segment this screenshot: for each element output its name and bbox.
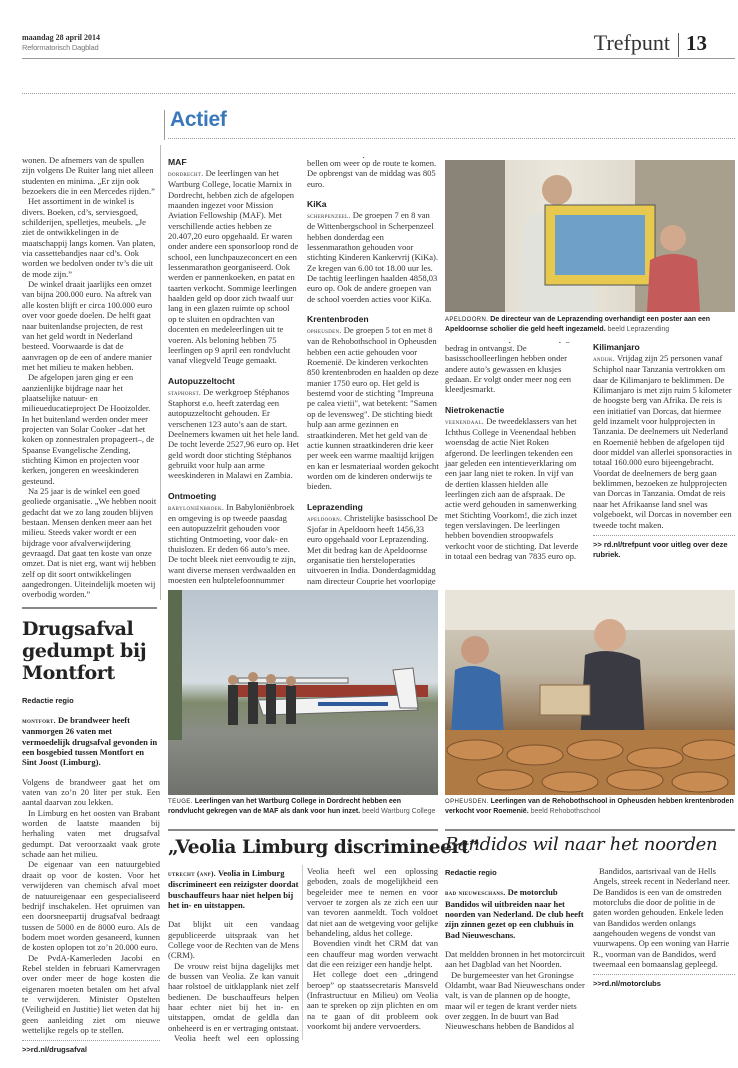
caption-text: De directeur van de Leprazending overhandigt een poster aan een Apeldoornse scholier die geld heeft ingezameld. (445, 316, 711, 333)
caption-place: APELDOORN. (445, 317, 489, 323)
actief-column-3 (307, 157, 439, 585)
photo-caption (168, 797, 438, 816)
page-number: 13 (686, 31, 707, 55)
byline: Redactie regio (22, 696, 74, 705)
section-title: Trefpunt (593, 30, 670, 55)
section-bar (164, 110, 165, 140)
byline: Redactie regio (445, 868, 497, 877)
paragraph: In Limburg en het oosten van Brabant worden de laatste maanden bij herhaling vaten met drugsafval gedumpt. Dat veroorzaakt vaak grote schade aan het milieu. (22, 807, 160, 860)
motorclubs-link[interactable]: >>rd.nl/motorclubs (593, 974, 735, 989)
paragraph: Bovendien vindt het CRM dat van een chauffeur mag worden verwacht dat die een reiziger een handje helpt. (307, 938, 438, 970)
article-rule (168, 829, 438, 831)
rubriek-link[interactable]: >> rd.nl/trefpunt voor uitleg over deze rubriek. (593, 535, 735, 561)
header-divider (678, 33, 679, 57)
dotted-divider (22, 93, 735, 94)
item-continuation (445, 342, 577, 395)
caption-text: Leerlingen van het Wartburg College in Dordrecht hebben een rondvlucht gekregen van de MAF als dank voor hun inzet. (168, 798, 401, 815)
bandidos-column-1 (445, 868, 585, 1032)
paragraph: Dat meldden bronnen in het motorcircuit aan het Dagblad van het Noorden. (445, 949, 585, 970)
issue-date: maandag 28 april 2014 (22, 33, 101, 42)
item-title: Autopuzzeltocht (168, 375, 235, 386)
item-title: Nietrokenactie (445, 404, 505, 415)
header-rule (22, 58, 735, 59)
item-window (307, 513, 439, 585)
item-text: Christelijke basisschool De Sjofar in Apeldoorn heeft 1456,33 euro opgehaald voor Leprazending. Met dit bedrag kan de Apeldoornse organisatie tien hersteloperaties uitvoeren in India. Donderdagmiddag nam directeur Couprie het voorlopige (307, 512, 438, 586)
item-text: De tweedeklassers van het Ichthus College in Veenendaal hebben woensdag de actie Niet Roken afgerond. De leerlingen tekenden een jaar geleden een intentieverklaring om een jaar lang niet te roken. In vijf van de dertien klassen hielden alle leerlingen zich aan de afspraak. De actie werd gehouden in samenwerking met Stichting Voorkom!, die zich inzet tegen verslavingen. De leerlingen hebben bovendien stroopwafels verkocht voor de stichting. Dat leverde in totaal een bedrag van 7835 euro op. (445, 415, 579, 562)
item-text: bedrag in ontvangst. De basisschoolleerlingen hebben onder andere auto’s gewassen en klusjes gedaan. Er volgt onder meer nog een kleedjesmarkt. (445, 342, 572, 395)
lead-text: Veolia in Limburg discrimineert een reizigster doordat buschauffeurs haar niet helpen bij het in- en uitstappen. (168, 868, 299, 911)
column-rule (302, 865, 303, 1040)
article-body (445, 949, 585, 1032)
dateline: utrecht (anp). (168, 869, 216, 878)
paragraph: Het college doet een „dringend beroep” op staatssecretaris Mansveld (Infrastructuur en Milieu) om Veolia aan te spreken op zijn plichten en om na te gaan of dit probleem ook voorkomt bij andere vervoerders. (307, 969, 438, 1032)
dateline: scherpenzeel. (307, 210, 351, 220)
item-title: MAF (168, 157, 187, 167)
drugsafval-link[interactable]: >>rd.nl/drugsafval (22, 1040, 160, 1054)
headline: Drugsafval gedumpt bij Montfort (22, 618, 147, 684)
item-title: Krentenbroden (307, 314, 369, 325)
paragraph: De winkel draait jaarlijks een omzet van bijna 200.000 euro. Na aftrek van alle kosten blijft er circa 100.000 euro over voor goede doelen. De helft gaat naar buitenlandse projecten, de rest van het geld wordt in Nederland besteed. Voorwaarde is dat de aanvragen op de een of andere manier met het milieu te maken hebben. (22, 279, 153, 372)
paragraph: De PvdA-Kamerleden Jacobi en Rebel stelden in februari Kamervragen over onder meer de hoge kosten die eigenaren moeten betalen om het afval te verwijderen. Minister Opstelten (Veiligheid en Justitie) liet weten dat hij geen aanleiding ziet om nieuwe wettelijke regels op te stellen. (22, 952, 160, 1035)
photo-caption (445, 315, 735, 334)
paragraph: Veolia heeft wel een oplossing (174, 1033, 299, 1044)
photo-image (445, 590, 735, 795)
paragraph: De eigenaar van een natuurgebied draait op voor de kosten. Voor het verwijderen van chemisch afval moet de natuureigenaar een gespecialiseerd bedrijf inschakelen. Het opruimen van een doorsneepartij drugsafval bedraagt tussen de 5000 en de 8000 euro. Als de bodem moet worden gesaneerd, kunnen de kosten oplopen tot zo’n 20.000 euro. (22, 859, 160, 953)
veolia-column-1 (168, 868, 299, 1059)
lead-text: De motorclub Bandidos wil uitbreiden naar het noorden van Nederland. De club heeft zijn zinnen gezet op een clubhuis in Bad Nieuweschans. (445, 887, 584, 940)
item-continuation (307, 157, 439, 189)
photo-image (445, 160, 735, 312)
photo-leprazending (445, 160, 735, 312)
dateline: opheusden. (307, 326, 342, 336)
item-text: De groepen 5 tot en met 8 van de Rehobothschool in Opheusden hebben een actie gehouden voor Roemenië. De kinderen verkochten 850 krentenbroden en haalden op deze manier 1750 euro op. Het geld is bestemd voor de stichting "Impreuna pe calea vietii", wat betekent: "Samen op de levensweg". De stichting biedt hulp aan arme gezinnen en straatkinderen. Met het geld van de actie kunnen straatkinderen drie keer per week een warme maaltijd krijgen en kan er lesmateriaal worden gekocht worden om de kinderen onderwijs te bieden. (307, 325, 439, 492)
item-title: Ontmoeting (168, 490, 217, 501)
lead-paragraph (22, 715, 160, 768)
photo-credit: beeld Leprazending (607, 326, 670, 333)
article-body (22, 777, 160, 1036)
newspaper-name: Reformatorisch Dagblad (22, 43, 99, 52)
article-continuation (22, 155, 157, 600)
article-body (168, 919, 299, 1059)
lead-text: De brandweer heeft vanmorgen 26 vaten met vermoedelijk drugsafval gevonden in een bosgebied tussen Montfort en Sint Joost (Limburg). (22, 715, 158, 768)
item-title: Leprazending (307, 501, 363, 512)
dateline: montfort. (22, 716, 56, 725)
item-text: De leerlingen van het Wartburg College, locatie Marnix in Dordrecht, hebben zich de afgelopen maanden ingezet voor Mission Aviation Fellowship (MAF). Met verschillende acties hebben ze 20.407,20 euro opgehaald. Er waren onder andere een sponsorloop rond de school, een lunchpauzeconcert en een lessenmarathon georganiseerd. Ook werden er pannenkoeken, en patat en taarten verkocht. Sommige leerlingen haalden geld op door zich twaalf uur lang in een glazen ruimte op school op te sluiten en opdrachten van docenten en medeleerlingen uit te voeren. Als beloning hebben 75 leerlingen op 9 april een rondvlucht vanaf vliegveld Teuge gemaakt. (168, 168, 299, 366)
article-rule (22, 607, 157, 609)
item-text: In Babyloniënbroek en omgeving is op tweede paasdag een autopuzzelrit gehouden voor stichting Ontmoeting, voor dak- en thuislozen. Er deden 66 auto’s mee. De tocht bleek niet eenvoudig te zijn, want diverse mensen verdwaalden en moesten een hulptelefoonnummer (168, 501, 296, 585)
actief-column-5 (593, 342, 735, 561)
paragraph: Bandidos, aartsrivaal van de Hells Angels, streek recent in Nederland neer. De Bandidos is een van de omstreden motorclubs die door de politie in de gaten worden gehouden. Enkele leden van Bandidos werden onlangs aangehouden wegens de vondst van vuurwapens. Op een woning van Harrie R., voorman van de Bandidos, werd tweemaal een bomaanslag gepleegd. (593, 866, 730, 970)
item-window (168, 502, 300, 585)
dateline: dordrecht. (168, 169, 204, 178)
paragraph: De vrouw reist bijna dagelijks met de bussen van Veolia. Ze kan vanuit haar rolstoel de uitklapplank niet zelf bedienen. De buschauffeurs helpen haar echter niet bij het in- en uitstappen, omdat de geldla dan onbeheerd is en er vertraging ontstaat. (168, 960, 299, 1033)
headline: Bandidos wil naar het noorden (445, 834, 718, 855)
item-text: Vrijdag zijn 25 personen vanaf Schiphol naar Tanzania vertrokken om daar de Kilimanjaro te beklimmen. De Kilimanjaro is met zijn ruim 5 kilometer de hoogste berg van Afrika. De reis is een initiatief van Dorcas, dat hiermee geld inzamelt voor hulpprojecten in Tanzania. De deelnemers uit Nederland en Roemenië hebben de afgelopen tijd door middel van allerlei sponsoracties in totaal 160.000 euro bijeengebracht. Voordat de deelnemers de berg gaan beklimmen, bezoeken ze hulpprojecten van Dorcas in Tanzania. Omdat de reis naar het Afrikaanse land snel was volgeboekt, wil Dorcas in november een tweede tocht maken. (593, 353, 732, 530)
caption-text: Leerlingen van de Rehobothschool in Opheusden hebben krentenbroden verkocht voor Roemenië. (445, 798, 734, 815)
paragraph: Het assortiment in de winkel is divers. Boeken, cd’s, serviesgoed, schilderijen, spelletjes, meubels. „Je ziet de ontwikkelingen in de maatschappij langs komen. Van platen, via cassettebandjes naar cd’s. Ook worden we bedolven onder tv’s die uit de mode zijn.” (22, 196, 156, 279)
actief-column-4 (445, 342, 577, 562)
photo-caption (445, 797, 735, 816)
dateline: bad nieuweschans. (445, 888, 506, 898)
paragraph: De burgemeester van het Groningse Oldambt, waar Bad Nieuweschans onder valt, is van de plannen op de hoogte, maar wil er tegen de krant verder niets over zeggen. In de buurt van Bad Nieuweschans hebben de Bandidos al (445, 969, 585, 1032)
photo-krentenbroden (445, 590, 735, 795)
dateline: andijk. (593, 354, 616, 363)
item-title: Kilimanjaro (593, 342, 640, 352)
dateline: staphorst. (168, 387, 202, 397)
dotted-divider (168, 138, 735, 139)
item-text: bellen om weer op de route te komen. De opbrengst van de middag was 805 euro. (307, 157, 437, 189)
dateline: veenendaal. (445, 416, 485, 426)
item-text: De groepen 7 en 8 van de Wittenbergschool in Scherpenzeel hebben donderdag een lessenmarathon gehouden voor stichting Kinderen Kankervrij (KiKa). Ze kregen van 6.00 tot 18.00 uur les. De tachtig leerlingen haalden 4858,03 euro op. Ook de andere groepen van de school voerden acties voor KiKa. (307, 209, 439, 304)
caption-place: OPHEUSDEN. (445, 799, 489, 805)
item-title: KiKa (307, 198, 327, 209)
actief-heading: Actief (170, 108, 227, 131)
photo-credit: beeld Wartburg College (362, 808, 436, 815)
item-text: De werkgroep Stéphanos Staphorst e.o. heeft zaterdag een autopuzzeltocht gehouden. Er verschenen 123 auto’s aan de start. Deelnemers kwamen uit het hele land. De tocht leverde 2527,96 euro op. Het geld wordt door stichting Stéphanos gebruikt voor hulp aan arme weeskinderen in Malawi en Zambia. (168, 386, 300, 481)
paragraph: Dat blijkt uit een vandaag gepubliceerde uitspraak van het College voor de Rechten van de Mens (CRM). (168, 919, 299, 961)
photo-maf-plane (168, 590, 438, 795)
drugs-article (22, 618, 160, 1054)
column-rule (160, 145, 161, 600)
veolia-column-2 (307, 866, 438, 1032)
paragraph: Na 25 jaar is de winkel een goed geoliede organisatie. „We hebben nooit gedacht dat we zo lang zouden blijven bestaan. Mensen denken meer aan het milieu. Steeds vaker wordt er een bijdrage voor afvalverwijdering gevraagd. Dat gaat ten koste van onze omzet. Dat is niet erg, want wij hebben zelf op dit soort ontwikkelingen aangedrongen. Uiteindelijk moeten wij overbodig worden.” (22, 486, 157, 600)
paragraph: De afgelopen jaren ging er een aanzienlijke bijdrage naar het plaatselijke natuur- en milieueducatieproject De Hooizolder. In het buitenland werden onder meer projecten van Solar Cooker –dat het koken op zonnestralen propageert–, de Spaanse Evangelische Zending, stichting Kimon en projecten voor kerken, jongeren en weeskinderen gesteund. (22, 372, 155, 486)
photo-credit: beeld Rehobothschool (530, 808, 601, 815)
actief-column-2 (168, 157, 300, 584)
paragraph: Veolia heeft wel een oplossing geboden, zoals de mogelijkheid een begeleider mee te nemen en voor vervoer te zorgen als ze zich een uur van tevoren aanmeldt. Toch voldoet dat niet aan de wetgeving voor gelijke behandeling, aldus het college. (307, 866, 438, 939)
paragraph: Volgens de brandweer gaat het om vaten van zo’n 20 liter per stuk. Een aantal daarvan zou lekken. (22, 776, 160, 808)
bandidos-column-2 (593, 866, 735, 990)
article-rule (445, 829, 735, 831)
photo-image (168, 590, 438, 795)
caption-place: TEUGE. (168, 799, 193, 805)
dateline: babyloniënbroek. (168, 502, 225, 512)
headline: „Veolia Limburg discrimineert” (168, 837, 480, 858)
paragraph: wonen. De afnemers van de spullen zijn volgens De Ruiter lang niet alleen studenten en minima. „Er zijn ook bezoekers die in een Mercedes rijden.” (22, 155, 155, 197)
dateline: apeldoorn. (307, 513, 343, 523)
